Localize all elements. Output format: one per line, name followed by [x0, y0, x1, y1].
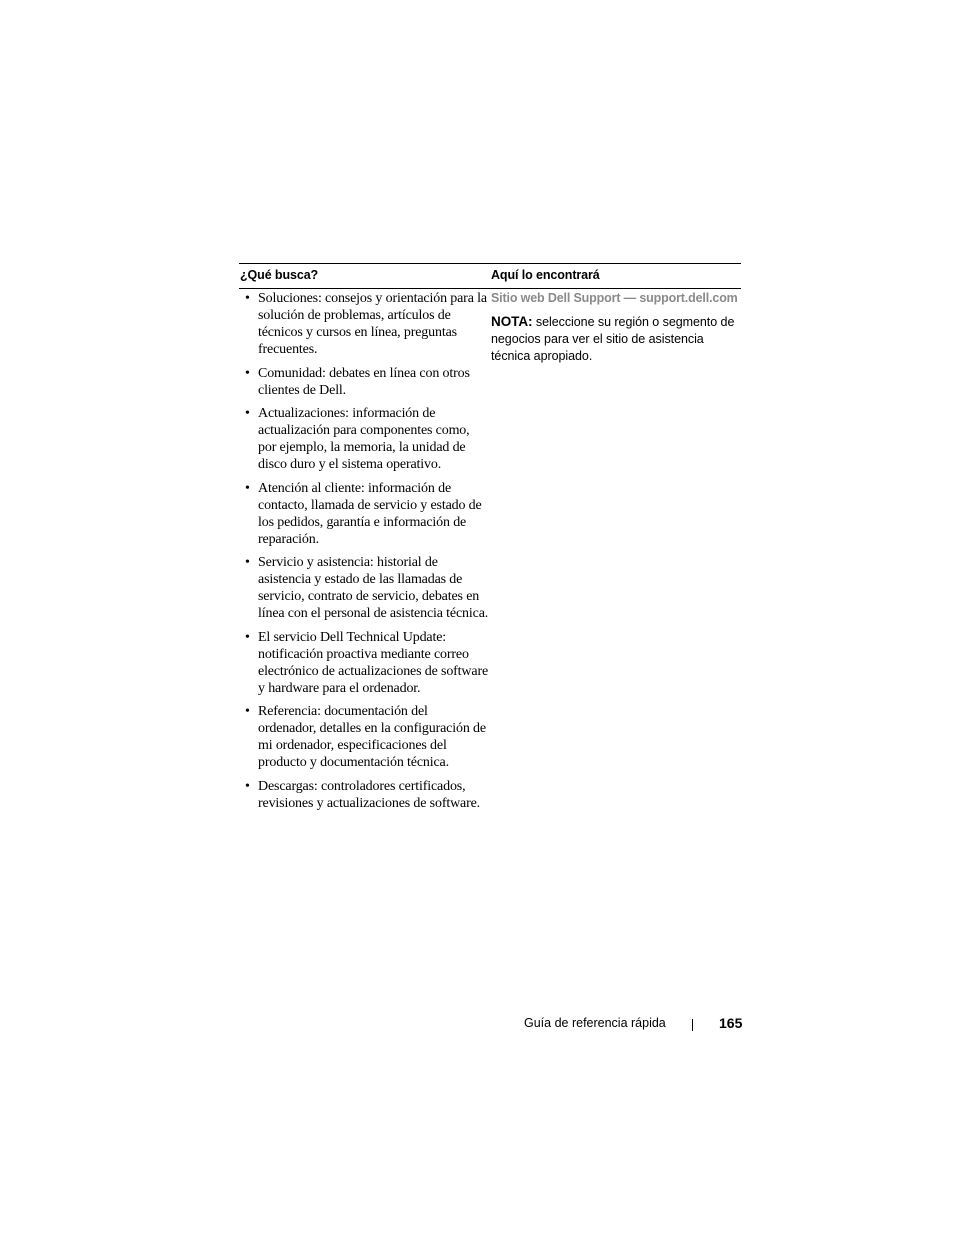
list-item-text: Descargas: controladores certificados, revisiones y actualizaciones de software. — [258, 778, 481, 811]
bullet-icon: • — [245, 629, 250, 645]
list-item — [239, 480, 489, 548]
list-item-text: Actualizaciones: información de actualización para componentes como, por ejemplo, la memoria, la unidad de disco duro y el sistema operativo. — [258, 405, 470, 473]
bullet-icon: • — [245, 480, 250, 496]
list-item — [239, 290, 489, 358]
list-item — [239, 703, 489, 771]
list-item-text: El servicio Dell Technical Update: notificación proactiva mediante correo electrónico de actualizaciones de software y hardware para el ordenador. — [258, 629, 489, 696]
note-paragraph — [491, 313, 741, 365]
list-item — [239, 778, 489, 812]
list-item — [239, 365, 489, 399]
list-item-text: Atención al cliente: información de contacto, llamada de servicio y estado de los pedidos, garantía e información de reparación. — [258, 480, 482, 547]
list-item — [239, 405, 489, 473]
footer-title: Guía de referencia rápida — [524, 1016, 666, 1030]
bullet-icon: • — [245, 405, 250, 421]
list-item-text: Referencia: documentación del ordenador, detalles en la configuración de mi ordenador, especificaciones del producto y documentación técnica. — [258, 704, 486, 771]
list-item-text: Soluciones: consejos y orientación para la solución de problemas, artículos de técnicos y cursos en línea, preguntas frecuentes. — [258, 291, 487, 358]
page-number: 165 — [719, 1015, 743, 1031]
list-item-text: Comunidad: debates en línea con otros clientes de Dell. — [258, 365, 470, 398]
table-top-rule — [239, 263, 741, 264]
bullet-icon: • — [245, 365, 250, 381]
column-header-where: Aquí lo encontrará — [491, 268, 600, 282]
bullet-icon: • — [245, 704, 250, 720]
note-label: NOTA: — [491, 314, 533, 329]
list-item-text: Servicio y asistencia: historial de asistencia y estado de las llamadas de servicio, contrato de servicio, debates en línea con el personal de asistencia técnica. — [258, 555, 489, 622]
left-column — [239, 290, 489, 818]
footer-separator — [692, 1019, 693, 1031]
topic-list — [239, 290, 489, 812]
bullet-icon: • — [245, 778, 250, 794]
note-text: seleccione su región o segmento de negocios para ver el sitio de asistencia técnica apropiado. — [491, 315, 735, 363]
bullet-icon: • — [245, 291, 250, 306]
support-site-link[interactable]: Sitio web Dell Support — support.dell.com — [491, 291, 738, 305]
table-header-rule — [239, 288, 741, 289]
list-item — [239, 629, 489, 697]
column-header-what: ¿Qué busca? — [240, 268, 319, 282]
right-column — [491, 290, 741, 365]
bullet-icon: • — [245, 555, 250, 571]
list-item — [239, 554, 489, 622]
